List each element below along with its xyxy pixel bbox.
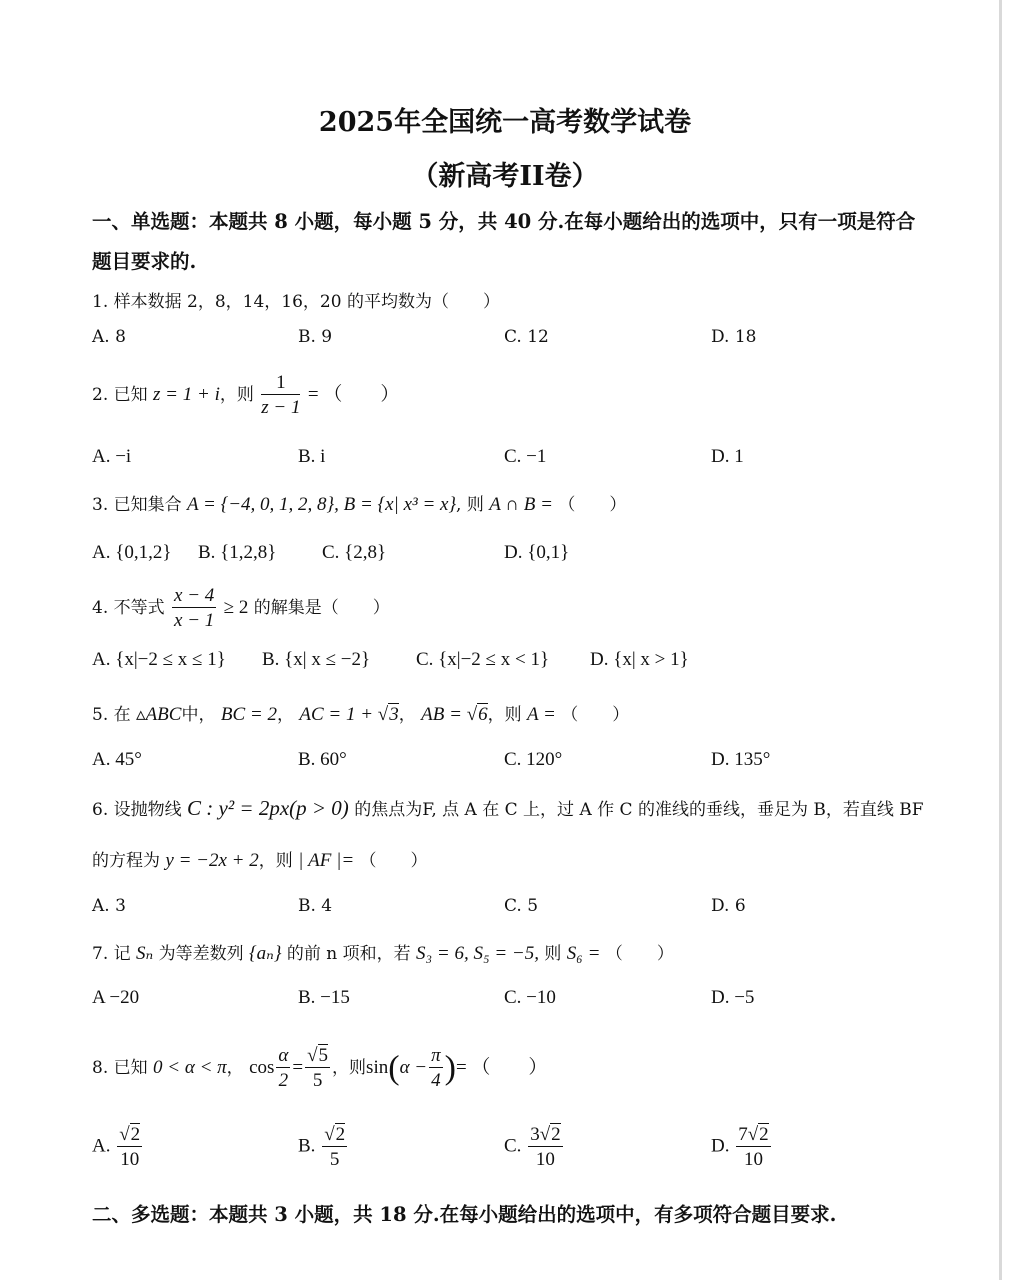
q8-fraction-alpha-half	[276, 1045, 290, 1092]
q8-option-a-den: 10	[120, 1148, 140, 1170]
exam-subtitle: （新高考II卷）	[411, 161, 599, 192]
q8-f3-num: π	[431, 1045, 441, 1066]
q8-option-c-label: C.	[504, 1135, 522, 1157]
q8-f2-num-wrap: √5	[307, 1045, 329, 1066]
q4-prefix: 4. 不等式	[92, 597, 165, 618]
q5-p1: 中，	[181, 705, 216, 725]
q3-prefix: 3. 已知集合	[92, 495, 182, 515]
q8-option-a-num: √2	[119, 1124, 141, 1145]
q6-af: | AF |=	[298, 850, 355, 871]
q8-option-a	[92, 1124, 144, 1171]
q8-option-c	[504, 1124, 565, 1171]
q8-option-c-den: 10	[535, 1148, 555, 1170]
question-1: 1. 样本数据 2，8，14，16，20 的平均数为（ ）	[92, 292, 500, 312]
q8-option-b-den: 5	[329, 1148, 340, 1170]
q7-option-a: A −20	[92, 987, 140, 1008]
q5-tail: （ ）	[561, 705, 630, 725]
q3-intersection: A ∩ B =	[489, 494, 553, 515]
q2-mid: ，则	[219, 384, 254, 405]
q7-option-b: B. −15	[298, 987, 350, 1008]
q6-parabola: C : y² = 2px(p > 0)	[187, 796, 349, 820]
question-3	[92, 490, 626, 516]
q3-option-d: D. {0,1}	[504, 542, 570, 563]
q5-ab-lhs: AB =	[421, 704, 467, 725]
q2-fraction-numerator: 1	[261, 372, 300, 395]
q5-ac-lhs: AC = 1 +	[299, 704, 378, 725]
q8-tail: = （ ）	[455, 1056, 548, 1078]
q7-option-d: D. −5	[711, 987, 755, 1008]
q8-prefix: 8. 已知	[92, 1057, 148, 1078]
q6-prefix: 6. 设抛物线	[92, 800, 182, 820]
q6-option-b: B. 4	[298, 896, 333, 916]
q5-p4: ，则	[487, 705, 522, 725]
q5-option-d: D. 135°	[711, 749, 771, 770]
question-7	[92, 939, 674, 965]
q4-option-d: D. {x| x > 1}	[590, 649, 689, 670]
q4-option-b: B. {x| x ≤ −2}	[262, 649, 371, 670]
q8-sin: sin	[366, 1056, 389, 1078]
q8-option-d-label: D.	[711, 1135, 730, 1157]
q8-option-b	[298, 1124, 349, 1171]
q4-fraction	[172, 585, 216, 632]
question-4	[92, 585, 390, 632]
q6-line2-tail: （ ）	[359, 851, 428, 871]
q5-ac: AC = 1 + √3	[299, 704, 399, 725]
q8-f2-num: 5	[318, 1045, 329, 1066]
question-2	[92, 372, 399, 419]
q8-option-b-label: B.	[298, 1135, 316, 1157]
q7-prefix: 7. 记	[92, 944, 131, 964]
q2-fraction-denominator: z − 1	[261, 396, 301, 418]
q8-f1-num: α	[278, 1045, 289, 1066]
q6-option-a: A. 3	[92, 896, 126, 916]
q8-range: 0 < α < π	[153, 1056, 227, 1078]
q7-option-c: C. −10	[504, 987, 556, 1008]
q4-relation: ≥ 2	[223, 596, 249, 618]
q3-option-a: A. {0,1,2}	[92, 542, 172, 563]
q8-lparen: (	[388, 1049, 400, 1087]
section2-heading: 二、多选题：本题共 3 小题，共 18 分.在每小题给出的选项中，有多项符合题目要求.	[92, 1203, 837, 1226]
q8-p2: ，则	[332, 1057, 367, 1078]
q8-option-c-num: 3√2	[530, 1124, 561, 1145]
q8-option-d-fraction	[736, 1124, 770, 1171]
q7-an: {aₙ}	[249, 943, 282, 964]
q8-option-c-radicand: 2	[551, 1124, 561, 1145]
section1-heading-line2: 题目要求的.	[92, 250, 197, 273]
q3-tail: （ ）	[558, 495, 627, 515]
section1-heading-line1: 一、单选题：本题共 8 小题，每小题 5 分，共 40 分.在每小题给出的选项中，只有一项是符合	[92, 210, 916, 233]
q8-option-b-radicand: 2	[335, 1124, 346, 1145]
q5-triangle: ▵ABC	[136, 704, 182, 725]
exam-title: 2025年全国统一高考数学试卷	[318, 107, 692, 138]
q3-option-c: C. {2,8}	[322, 542, 387, 563]
q8-f1-den: 2	[278, 1069, 289, 1091]
q8-option-d-num: 7√2	[738, 1124, 769, 1145]
q7-p2: 的前 n 项和，若	[286, 944, 411, 964]
q4-fraction-denominator: x − 1	[174, 609, 215, 631]
q4-tail: 的解集是（ ）	[253, 597, 390, 618]
q6-line-equation: y = −2x + 2	[165, 850, 259, 871]
q3-set-expression: A = {−4, 0, 1, 2, 8}, B = {x| x³ = x}	[187, 494, 457, 515]
q7-p1: 为等差数列	[158, 944, 244, 964]
q7-sn: Sₙ	[136, 943, 154, 964]
q8-option-b-num: √2	[324, 1124, 346, 1145]
q8-fraction-root5	[305, 1045, 330, 1092]
q8-option-a-radicand: 2	[130, 1124, 141, 1145]
q8-option-d	[711, 1124, 773, 1171]
q5-option-a: A. 45°	[92, 749, 142, 770]
q8-f3-den: 4	[431, 1069, 441, 1091]
q8-option-d-den: 10	[743, 1148, 763, 1170]
q6-line1-tail: 的焦点为F, 点 A 在 C 上，过 A 作 C 的准线的垂线，垂足为 B，若直线 BF	[354, 800, 924, 820]
q4-option-a: A. {x|−2 ≤ x ≤ 1}	[92, 649, 226, 670]
q1-option-d: D. 18	[711, 327, 757, 347]
q8-option-c-coef: 3	[530, 1124, 540, 1145]
q5-prefix: 5. 在	[92, 705, 131, 725]
q8-option-a-label: A.	[92, 1135, 111, 1157]
q2-option-c: C. −1	[504, 446, 547, 467]
q8-option-b-fraction	[322, 1124, 347, 1171]
q8-f2-den: 5	[312, 1069, 323, 1091]
q5-a: A =	[527, 704, 556, 725]
q5-ab: AB = √6	[421, 704, 488, 725]
q8-fraction-pi-quarter	[429, 1045, 443, 1092]
q5-option-b: B. 60°	[298, 749, 347, 770]
q8-cos: cos	[249, 1056, 275, 1078]
q5-ab-radicand: 6	[478, 704, 488, 725]
q1-option-b: B. 9	[298, 327, 333, 347]
q5-p2: ，	[276, 705, 294, 725]
q8-eq: =	[292, 1056, 304, 1078]
q7-p3: 则	[544, 944, 562, 964]
q8-rparen: )	[444, 1049, 456, 1087]
q5-option-c: C. 120°	[504, 749, 563, 770]
q2-condition: z = 1 + i	[153, 383, 220, 405]
q8-option-a-fraction	[117, 1124, 142, 1171]
question-6-line1	[92, 795, 924, 821]
q8-inner: α −	[399, 1056, 428, 1078]
q2-option-a: A. −i	[92, 446, 132, 467]
q2-tail: = （ ）	[307, 383, 400, 405]
q5-bc: BC = 2	[220, 704, 277, 725]
q2-prefix: 2. 已知	[92, 384, 148, 405]
q2-option-b: B. i	[298, 446, 326, 467]
q7-tail: （ ）	[605, 944, 674, 964]
q3-option-b: B. {1,2,8}	[198, 542, 277, 563]
q8-p1: ，	[226, 1057, 244, 1078]
q1-option-a: A. 8	[92, 327, 126, 347]
q6-option-c: C. 5	[504, 896, 539, 916]
q8-option-d-radicand: 2	[759, 1124, 769, 1145]
q2-fraction	[261, 372, 300, 419]
q2-option-d: D. 1	[711, 446, 744, 467]
q8-option-c-fraction	[528, 1124, 562, 1171]
q6-option-d: D. 6	[711, 896, 746, 916]
q7-s6: S₆ =	[566, 943, 601, 964]
q4-option-c: C. {x|−2 ≤ x < 1}	[416, 649, 550, 670]
q6-line2-prefix: 的方程为	[92, 851, 160, 871]
q1-option-c: C. 12	[504, 327, 549, 347]
question-8	[92, 1045, 547, 1092]
q5-ac-radicand: 3	[389, 704, 399, 725]
question-6-line2	[92, 846, 428, 872]
q8-option-d-coef: 7	[738, 1124, 748, 1145]
question-5	[92, 700, 629, 726]
q5-p3: ，	[398, 705, 416, 725]
q4-fraction-numerator: x − 4	[174, 585, 215, 606]
q6-line2-mid: ，则	[258, 851, 293, 871]
q7-conditions: S₃ = 6, S₅ = −5,	[416, 943, 539, 964]
q3-mid: , 则	[456, 495, 484, 515]
